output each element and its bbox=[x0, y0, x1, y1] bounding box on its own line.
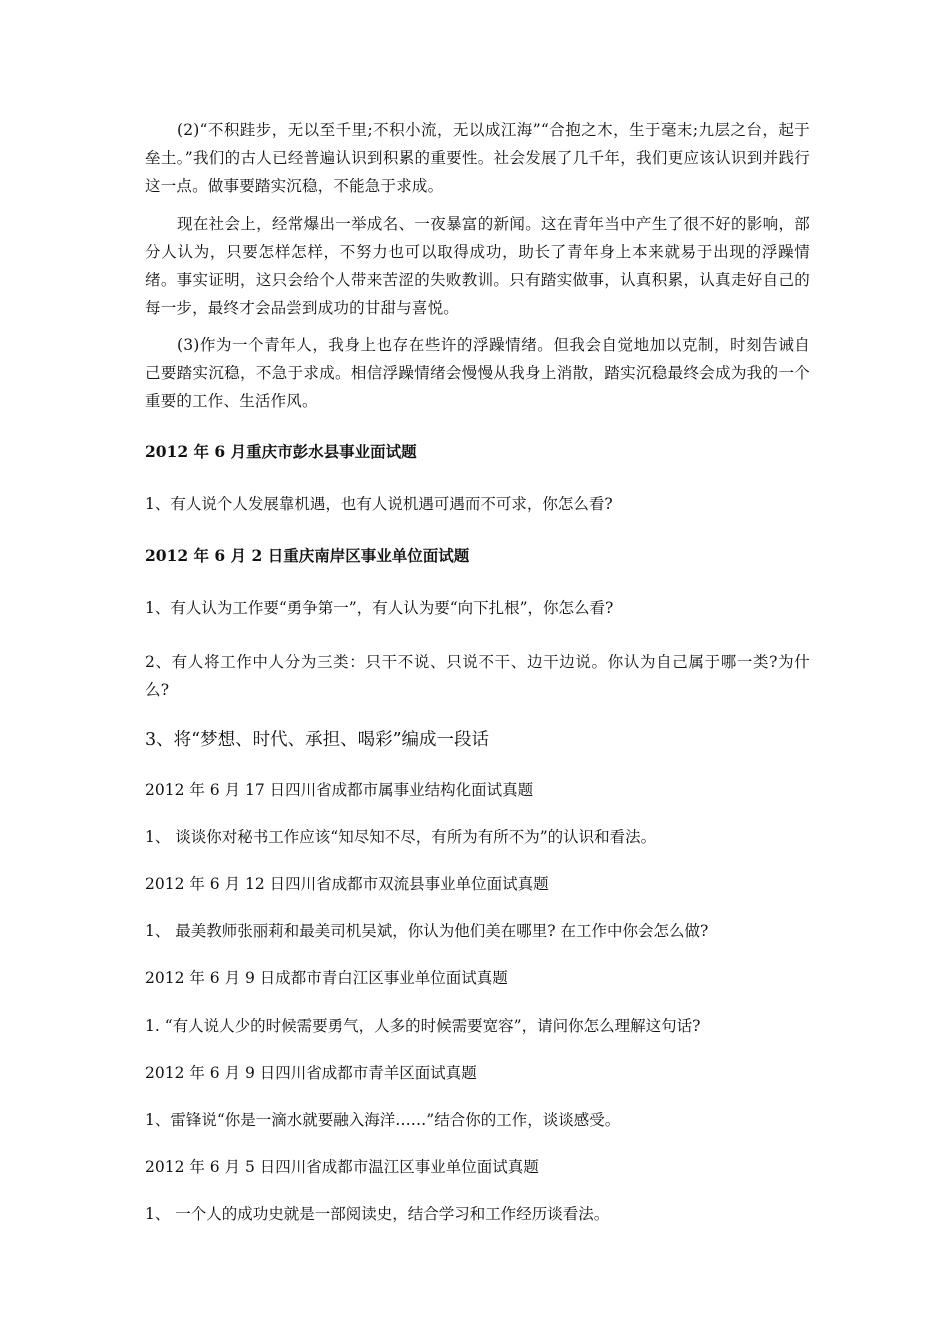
question-opportunity: 1、有人说个人发展靠机遇，也有人说机遇可遇而不可求，你怎么看? bbox=[145, 495, 613, 513]
heading-wenjiang-exam: 2012 年 6 月 5 日四川省成都市温江区事业单位面试真题 bbox=[145, 1158, 539, 1176]
question-most-beautiful: 1、 最美教师张丽莉和最美司机吴斌，你认为他们美在哪里? 在工作中你会怎么做? bbox=[145, 922, 709, 940]
heading-pengshui-exam: 2012 年 6 月重庆市彭水县事业面试题 bbox=[145, 442, 417, 461]
paragraph-accumulation: (2)“不积跬步，无以至千里;不积小流，无以成江海”“合抱之木，生于毫末;九层之台，起于垒土。”我们的古人已经普遍认识到积累的重要性。社会发展了几千年，我们更应该认识到并践行这一点。做事要踏实沉稳，不能急于求成。 bbox=[145, 121, 810, 195]
question-compose-paragraph: 3、将“梦想、时代、承担、喝彩”编成一段话 bbox=[145, 730, 490, 750]
heading-qingbaijiang-exam: 2012 年 6 月 9 日成都市青白江区事业单位面试真题 bbox=[145, 969, 508, 987]
heading-shuangliu-exam: 2012 年 6 月 12 日四川省成都市双流县事业单位面试真题 bbox=[145, 875, 549, 893]
heading-chengdu-structured-exam: 2012 年 6 月 17 日四川省成都市属事业结构化面试真题 bbox=[145, 781, 534, 799]
heading-nanan-exam: 2012 年 6 月 2 日重庆南岸区事业单位面试题 bbox=[145, 546, 470, 565]
paragraph-self-reflection: (3)作为一个青年人，我身上也存在些许的浮躁情绪。但我会自觉地加以克制，时刻告诫自己要踏实沉稳，不急于求成。相信浮躁情绪会慢慢从我身上消散，踏实沉稳最终会成为我的一个重要的工作、生活作风。 bbox=[145, 336, 810, 410]
question-three-types: 2、有人将工作中人分为三类：只干不说、只说不干、边干边说。你认为自己属于哪一类?为什么? bbox=[145, 653, 810, 699]
paragraph-impetuousness: 现在社会上，经常爆出一举成名、一夜暴富的新闻。这在青年当中产生了很不好的影响，部分人认为，只要怎样怎样，不努力也可以取得成功，助长了青年身上本来就易于出现的浮躁情绪。事实证明，这只会给个人带来苦涩的失败教训。只有踏实做事，认真积累，认真走好自己的每一步，最终才会品尝到成功的甘甜与喜悦。 bbox=[145, 215, 810, 317]
question-lei-feng: 1、雷锋说“你是一滴水就要融入海洋……”结合你的工作，谈谈感受。 bbox=[145, 1111, 621, 1129]
question-secretary-work: 1、 谈谈你对秘书工作应该“知尽知不尽，有所为有所不为”的认识和看法。 bbox=[145, 828, 657, 846]
question-reading-history: 1、 一个人的成功史就是一部阅读史，结合学习和工作经历谈看法。 bbox=[145, 1205, 610, 1223]
question-courage-tolerance: 1. “有人说人少的时候需要勇气，人多的时候需要宽容”，请问你怎么理解这句话? bbox=[145, 1017, 701, 1035]
heading-qingyang-exam: 2012 年 6 月 9 日四川省成都市青羊区面试真题 bbox=[145, 1064, 477, 1082]
question-strive-first: 1、有人认为工作要“勇争第一”，有人认为要“向下扎根”，你怎么看? bbox=[145, 599, 614, 617]
